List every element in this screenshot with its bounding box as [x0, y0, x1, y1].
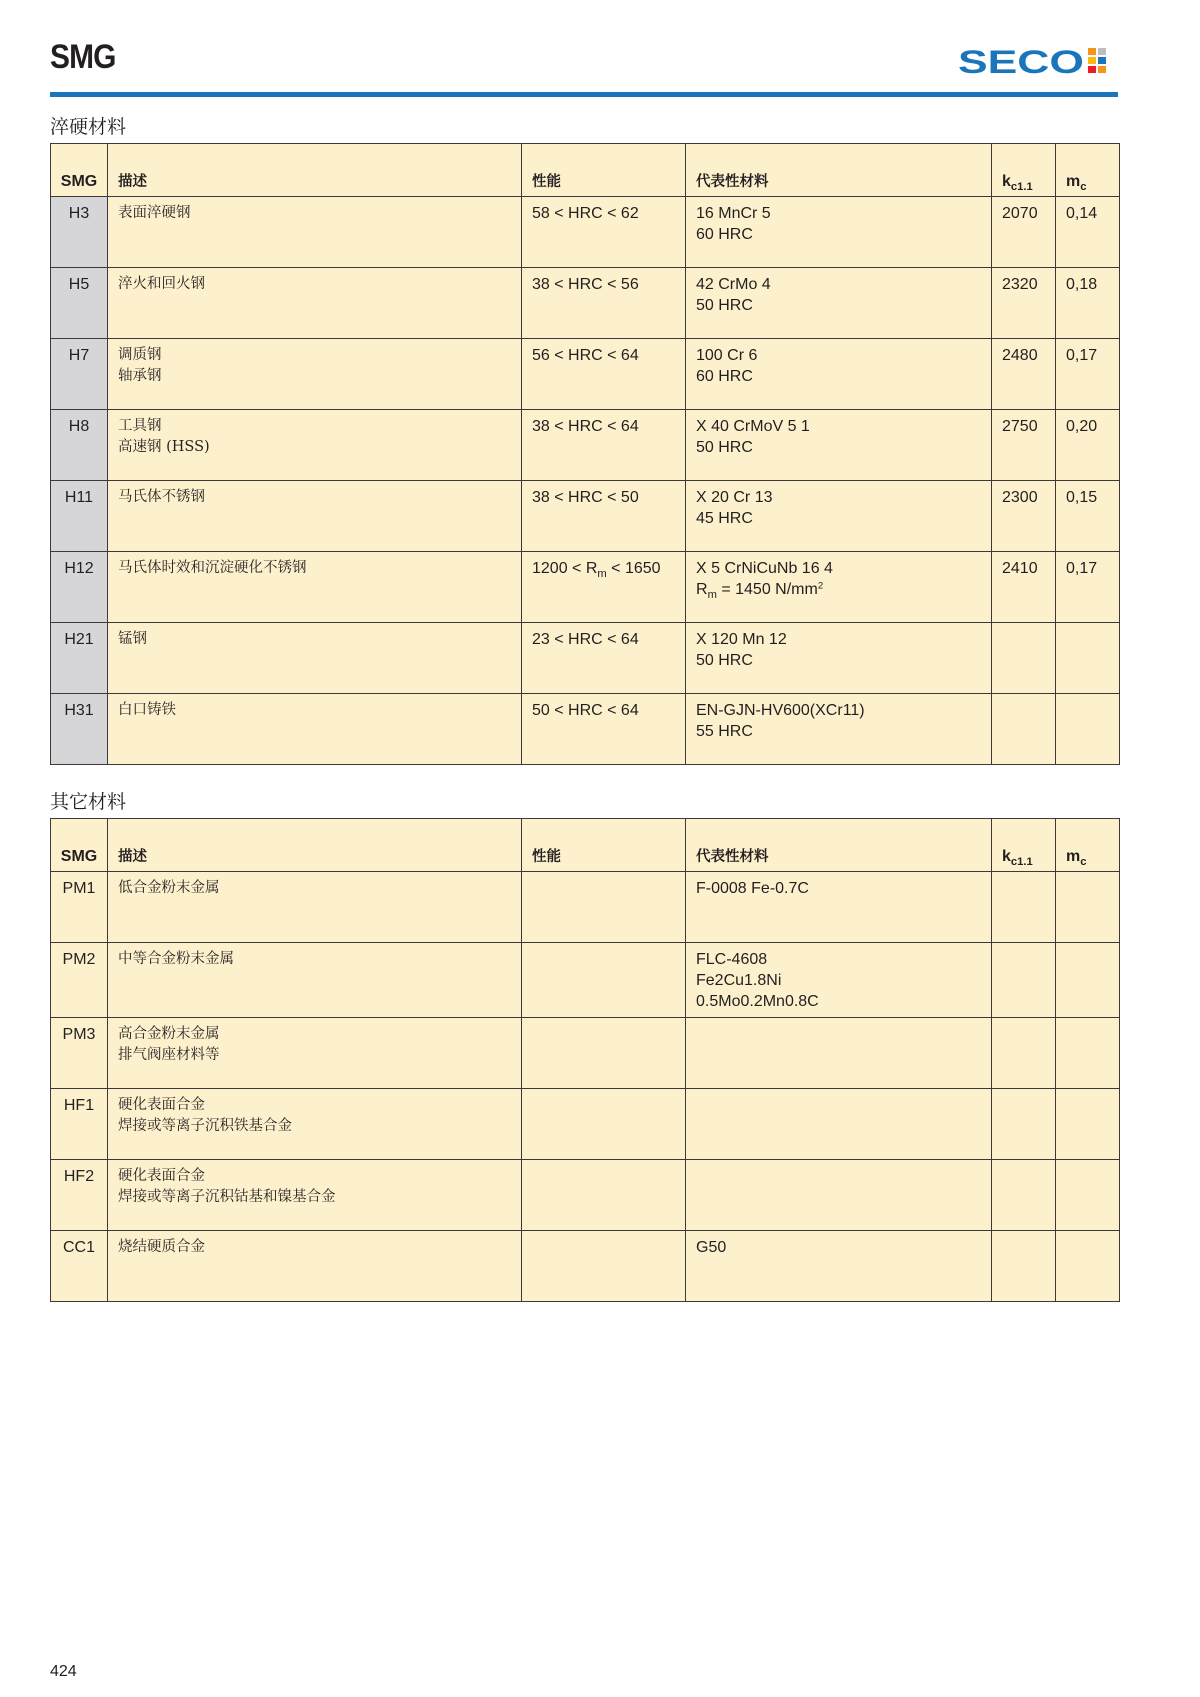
kc-cell — [992, 1231, 1056, 1302]
page-number: 424 — [50, 1663, 77, 1680]
properties-cell — [522, 872, 686, 943]
properties-cell — [522, 943, 686, 1018]
smg-code: H8 — [51, 410, 108, 481]
mc-cell — [1056, 872, 1120, 943]
properties-cell: 38 < HRC < 50 — [522, 481, 686, 552]
kc-cell — [992, 943, 1056, 1018]
description-cell: 硬化表面合金 焊接或等离子沉积铁基合金 — [108, 1089, 522, 1160]
representative-cell — [686, 1018, 992, 1089]
description-cell: 中等合金粉末金属 — [108, 943, 522, 1018]
smg-code: PM1 — [51, 872, 108, 943]
smg-code: PM3 — [51, 1018, 108, 1089]
description-cell: 锰钢 — [108, 623, 522, 694]
mc-cell — [1056, 1018, 1120, 1089]
mc-cell: 0,17 — [1056, 339, 1120, 410]
table-row — [51, 197, 1120, 268]
representative-cell: X 20 Cr 13 45 HRC — [686, 481, 992, 552]
table-row — [51, 1231, 1120, 1302]
other-materials-table — [50, 818, 1120, 1302]
column-header-kc: $k_{c1.1}$ — [992, 819, 1056, 872]
column-header-smg: SMG — [51, 144, 108, 197]
kc-cell — [992, 872, 1056, 943]
seco-logo — [958, 46, 1116, 78]
properties-cell: 38 < HRC < 56 — [522, 268, 686, 339]
smg-code: HF1 — [51, 1089, 108, 1160]
header-rule — [50, 92, 1118, 97]
properties-cell: 56 < HRC < 64 — [522, 339, 686, 410]
smg-code: H12 — [51, 552, 108, 623]
logo-mark-icon — [1088, 48, 1106, 73]
table-row — [51, 481, 1120, 552]
representative-cell: FLC-4608 Fe2Cu1.8Ni 0.5Mo0.2Mn0.8C — [686, 943, 992, 1018]
column-header-smg: SMG — [51, 819, 108, 872]
kc-cell: 2750 — [992, 410, 1056, 481]
mc-cell — [1056, 1231, 1120, 1302]
description-cell: 马氏体时效和沉淀硬化不锈钢 — [108, 552, 522, 623]
table-row — [51, 694, 1120, 765]
mc-cell: 0,20 — [1056, 410, 1120, 481]
section-title-other: 其它材料 — [50, 791, 127, 813]
column-header-representative: 代表性材料 — [686, 144, 992, 197]
mc-cell: 0,15 — [1056, 481, 1120, 552]
representative-cell — [686, 1160, 992, 1231]
description-cell: 白口铸铁 — [108, 694, 522, 765]
column-header-properties: 性能 — [522, 819, 686, 872]
kc-cell — [992, 1089, 1056, 1160]
smg-code: H31 — [51, 694, 108, 765]
properties-cell — [522, 1089, 686, 1160]
description-cell: 高合金粉末金属 排气阀座材料等 — [108, 1018, 522, 1089]
column-header-representative: 代表性材料 — [686, 819, 992, 872]
kc-cell — [992, 694, 1056, 765]
column-header-description: 描述 — [108, 819, 522, 872]
kc-cell: 2410 — [992, 552, 1056, 623]
description-cell: 马氏体不锈钢 — [108, 481, 522, 552]
representative-cell: G50 — [686, 1231, 992, 1302]
description-cell: 调质钢 轴承钢 — [108, 339, 522, 410]
description-cell: 淬火和回火钢 — [108, 268, 522, 339]
description-cell: 表面淬硬钢 — [108, 197, 522, 268]
properties-cell: 23 < HRC < 64 — [522, 623, 686, 694]
kc-cell — [992, 1160, 1056, 1231]
table-row — [51, 339, 1120, 410]
representative-cell: 16 MnCr 5 60 HRC — [686, 197, 992, 268]
properties-cell — [522, 1160, 686, 1231]
kc-cell: 2320 — [992, 268, 1056, 339]
kc-cell: 2300 — [992, 481, 1056, 552]
kc-cell: 2070 — [992, 197, 1056, 268]
table-row — [51, 1018, 1120, 1089]
column-header-kc: $k_{c1.1}$ — [992, 144, 1056, 197]
smg-code: CC1 — [51, 1231, 108, 1302]
logo-wordmark: SECO — [958, 46, 1084, 78]
representative-cell: EN-GJN-HV600(XCr11) 55 HRC — [686, 694, 992, 765]
kc-cell — [992, 623, 1056, 694]
properties-cell — [522, 1231, 686, 1302]
mc-cell: 0,18 — [1056, 268, 1120, 339]
table-row — [51, 552, 1120, 623]
representative-cell: 42 CrMo 4 50 HRC — [686, 268, 992, 339]
table-row — [51, 1160, 1120, 1231]
smg-code: PM2 — [51, 943, 108, 1018]
mc-cell — [1056, 1160, 1120, 1231]
column-header-mc: $m_c$ — [1056, 144, 1120, 197]
properties-cell: 38 < HRC < 64 — [522, 410, 686, 481]
description-cell: 工具钢 高速钢 (HSS) — [108, 410, 522, 481]
page-title: SMG — [50, 38, 116, 76]
smg-code: H21 — [51, 623, 108, 694]
table-header-row — [51, 144, 1120, 197]
properties-cell: $1200 < R_m < 1650$ — [522, 552, 686, 623]
mc-cell — [1056, 1089, 1120, 1160]
smg-code: H3 — [51, 197, 108, 268]
properties-cell: 58 < HRC < 62 — [522, 197, 686, 268]
representative-cell — [686, 1089, 992, 1160]
properties-cell — [522, 1018, 686, 1089]
mc-cell — [1056, 943, 1120, 1018]
properties-cell: 50 < HRC < 64 — [522, 694, 686, 765]
table-row — [51, 623, 1120, 694]
representative-cell: X 40 CrMoV 5 1 50 HRC — [686, 410, 992, 481]
mc-cell: 0,17 — [1056, 552, 1120, 623]
representative-cell: X 120 Mn 12 50 HRC — [686, 623, 992, 694]
mc-cell — [1056, 694, 1120, 765]
smg-code: HF2 — [51, 1160, 108, 1231]
table-row — [51, 943, 1120, 1018]
representative-cell: 100 Cr 6 60 HRC — [686, 339, 992, 410]
column-header-mc: $m_c$ — [1056, 819, 1120, 872]
representative-cell: F-0008 Fe-0.7C — [686, 872, 992, 943]
description-cell: 低合金粉末金属 — [108, 872, 522, 943]
table-row — [51, 268, 1120, 339]
smg-code: H5 — [51, 268, 108, 339]
representative-cell: X 5 CrNiCuNb 16 4 $R_m = 1450$ $N/mm^2$ — [686, 552, 992, 623]
section-title-hardened: 淬硬材料 — [50, 116, 127, 138]
table-header-row — [51, 819, 1120, 872]
mc-cell: 0,14 — [1056, 197, 1120, 268]
column-header-properties: 性能 — [522, 144, 686, 197]
mc-cell — [1056, 623, 1120, 694]
table-row — [51, 410, 1120, 481]
table-row — [51, 1089, 1120, 1160]
hardened-materials-table — [50, 143, 1120, 765]
kc-cell: 2480 — [992, 339, 1056, 410]
kc-cell — [992, 1018, 1056, 1089]
description-cell: 硬化表面合金 焊接或等离子沉积钴基和镍基合金 — [108, 1160, 522, 1231]
table-row — [51, 872, 1120, 943]
description-cell: 烧结硬质合金 — [108, 1231, 522, 1302]
column-header-description: 描述 — [108, 144, 522, 197]
smg-code: H7 — [51, 339, 108, 410]
smg-code: H11 — [51, 481, 108, 552]
